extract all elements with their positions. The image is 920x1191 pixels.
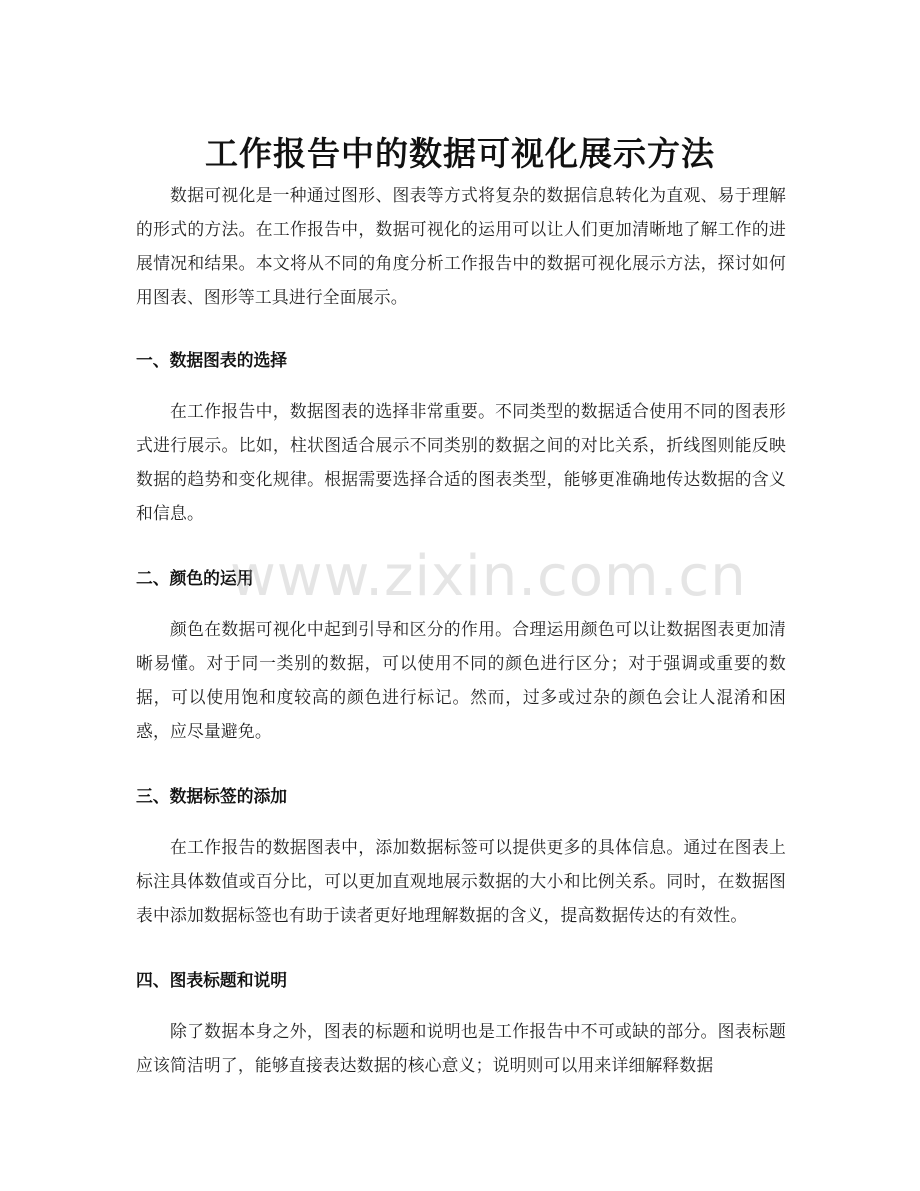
watermark-text: www.zixin.com.cn: [230, 544, 747, 609]
section-heading-chart-selection: 一、数据图表的选择: [136, 350, 288, 370]
section-heading-data-labels: 三、数据标签的添加: [136, 786, 288, 806]
section-body-data-labels: 在工作报告的数据图表中，添加数据标签可以提供更多的具体信息。通过在图表上标注具体数值或百分比，可以更加直观地展示数据的大小和比例关系。同时，在数据图表中添加数据标签也有助于读者更好地理解数据的含义，提高数据传达的有效性。: [136, 837, 786, 925]
page-title: 工作报告中的数据可视化展示方法: [205, 134, 715, 174]
section-body-color-usage: 颜色在数据可视化中起到引导和区分的作用。合理运用颜色可以让数据图表更加清晰易懂。对于同一类别的数据，可以使用不同的颜色进行区分；对于强调或重要的数据，可以使用饱和度较高的颜色进行标记。然而，过多或过杂的颜色会让人混淆和困惑，应尽量避免。: [136, 619, 786, 741]
section-heading-color-usage: 二、颜色的运用: [136, 568, 254, 588]
section-heading-chart-title: 四、图表标题和说明: [136, 970, 288, 990]
section-body-chart-selection: 在工作报告中，数据图表的选择非常重要。不同类型的数据适合使用不同的图表形式进行展示。比如，柱状图适合展示不同类别的数据之间的对比关系，折线图则能反映数据的趋势和变化规律。根据需要选择合适的图表类型，能够更准确地传达数据的含义和信息。: [136, 401, 786, 523]
document-body: [136, 178, 786, 1082]
intro-paragraph: 数据可视化是一种通过图形、图表等方式将复杂的数据信息转化为直观、易于理解的形式的方法。在工作报告中，数据可视化的运用可以让人们更加清晰地了解工作的进展情况和结果。本文将从不同的角度分析工作报告中的数据可视化展示方法，探讨如何用图表、图形等工具进行全面展示。: [136, 185, 786, 307]
section-body-chart-title: 除了数据本身之外，图表的标题和说明也是工作报告中不可或缺的部分。图表标题应该简洁明了，能够直接表达数据的核心意义；说明则可以用来详细解释数据: [136, 1021, 786, 1075]
